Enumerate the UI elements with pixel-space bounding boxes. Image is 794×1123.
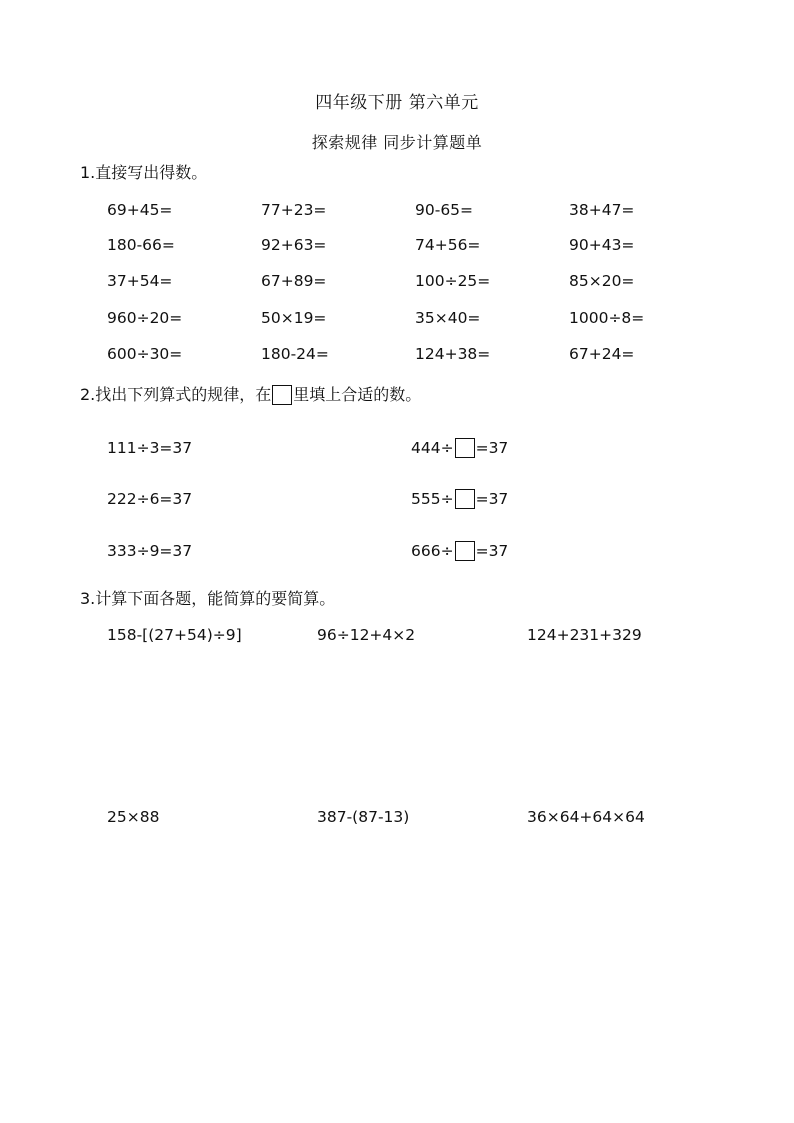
q2-fill-right: =37 (475, 439, 509, 457)
blank-box-example (272, 385, 292, 405)
q2-example: 222÷6=37 (107, 490, 193, 508)
q1-problem: 90+43= (569, 236, 635, 254)
question-2-heading (80, 385, 421, 405)
q2-fill-problem (411, 489, 508, 509)
q1-problem: 180-66= (107, 236, 175, 254)
page-title: 四年级下册 第六单元 (315, 93, 479, 113)
q1-problem: 74+56= (415, 236, 481, 254)
q2-fill-right: =37 (475, 542, 509, 560)
q1-problem: 100÷25= (415, 272, 491, 290)
q2-fill-right: =37 (475, 490, 509, 508)
q1-problem: 90-65= (415, 201, 474, 219)
q1-problem: 50×19= (261, 309, 327, 327)
q3-problem: 387-(87-13) (317, 808, 410, 826)
q2-fill-problem (411, 438, 508, 458)
q1-problem: 1000÷8= (569, 309, 645, 327)
q2-heading-part1: 2.找出下列算式的规律，在 (80, 385, 272, 404)
q3-problem: 158-[(27+54)÷9] (107, 626, 242, 644)
q1-problem: 35×40= (415, 309, 481, 327)
answer-box[interactable] (455, 489, 475, 509)
q1-problem: 600÷30= (107, 345, 183, 363)
q2-example: 111÷3=37 (107, 439, 193, 457)
q3-problem: 25×88 (107, 808, 160, 826)
q1-problem: 960÷20= (107, 309, 183, 327)
q3-problem: 96÷12+4×2 (317, 626, 416, 644)
question-3-heading: 3.计算下面各题，能简算的要简算。 (80, 589, 336, 608)
q2-fill-problem (411, 541, 508, 561)
q1-problem: 37+54= (107, 272, 173, 290)
page-subtitle: 探索规律 同步计算题单 (311, 133, 483, 152)
q2-fill-left: 555÷ (411, 490, 454, 508)
q1-problem: 67+24= (569, 345, 635, 363)
q1-problem: 92+63= (261, 236, 327, 254)
q1-problem: 69+45= (107, 201, 173, 219)
q2-fill-left: 444÷ (411, 439, 454, 457)
q2-example: 333÷9=37 (107, 542, 193, 560)
q2-heading-part2: 里填上合适的数。 (293, 385, 422, 404)
q2-fill-left: 666÷ (411, 542, 454, 560)
answer-box[interactable] (455, 541, 475, 561)
q3-problem: 36×64+64×64 (527, 808, 645, 826)
q1-problem: 77+23= (261, 201, 327, 219)
q1-problem: 180-24= (261, 345, 329, 363)
q3-problem: 124+231+329 (527, 626, 642, 644)
answer-box[interactable] (455, 438, 475, 458)
q1-problem: 67+89= (261, 272, 327, 290)
question-1-heading: 1.直接写出得数。 (80, 163, 208, 182)
q1-problem: 85×20= (569, 272, 635, 290)
q1-problem: 124+38= (415, 345, 491, 363)
q1-problem: 38+47= (569, 201, 635, 219)
